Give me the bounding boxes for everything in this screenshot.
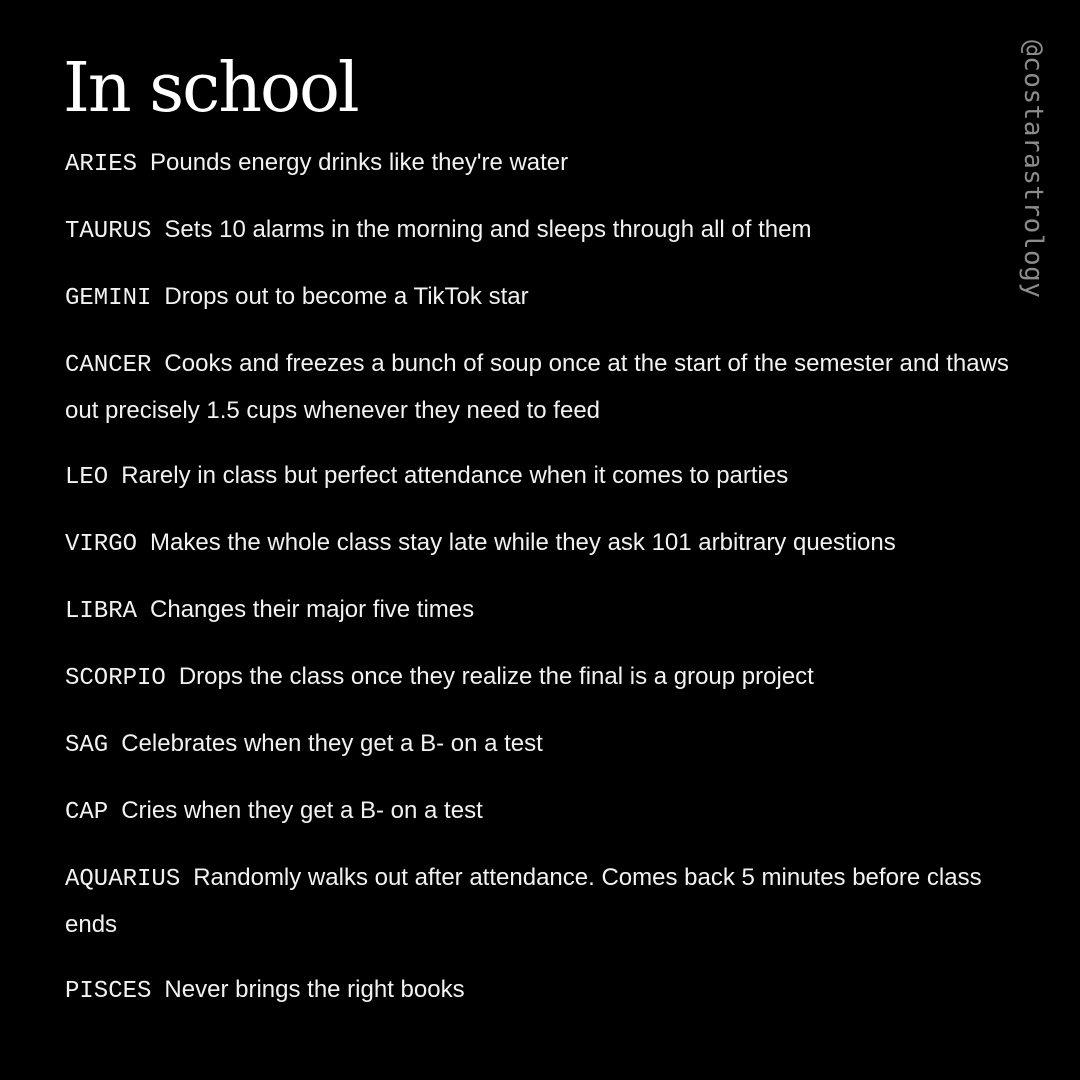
account-handle: @costarastrology <box>1018 40 1048 299</box>
sign-label: PISCES <box>65 978 152 1005</box>
entry-text: Cooks and freezes a bunch of soup once at the start of the semester and thaws out precisely 1.5 cups whenever they need to feed <box>65 350 1009 424</box>
list-item-gemini <box>65 274 1010 321</box>
list-item-aries <box>65 140 1010 187</box>
entry-text: Celebrates when they get a B- on a test <box>121 730 543 757</box>
sign-label: LEO <box>65 464 109 491</box>
list-item-sag <box>65 721 1010 768</box>
entry-text: Never brings the right books <box>164 976 465 1003</box>
list-item-scorpio <box>65 654 1010 701</box>
sign-label: SCORPIO <box>65 665 166 692</box>
sign-label: GEMINI <box>65 285 152 312</box>
list-item-pisces <box>65 967 1010 1014</box>
entry-text: Pounds energy drinks like they're water <box>150 149 569 176</box>
entry-text: Cries when they get a B- on a test <box>121 797 483 824</box>
entry-text: Changes their major five times <box>150 596 475 623</box>
list-item-leo <box>65 453 1010 500</box>
page-title: In school <box>63 49 358 128</box>
horoscope-list <box>65 140 1010 1034</box>
entry-text: Rarely in class but perfect attendance when it comes to parties <box>121 462 789 489</box>
sign-label: CANCER <box>65 352 152 379</box>
sign-label: AQUARIUS <box>65 866 181 893</box>
entry-text: Makes the whole class stay late while they ask 101 arbitrary questions <box>150 529 896 556</box>
list-item-cancer <box>65 341 1010 433</box>
sign-label: LIBRA <box>65 598 138 625</box>
sign-label: CAP <box>65 799 109 826</box>
entry-text: Drops the class once they realize the final is a group project <box>178 663 814 690</box>
list-item-cap <box>65 788 1010 835</box>
entry-text: Sets 10 alarms in the morning and sleeps through all of them <box>164 216 812 243</box>
list-item-virgo <box>65 520 1010 567</box>
list-item-taurus <box>65 207 1010 254</box>
entry-text: Randomly walks out after attendance. Comes back 5 minutes before class ends <box>65 864 982 938</box>
sign-label: SAG <box>65 732 109 759</box>
sign-label: ARIES <box>65 151 138 178</box>
sign-label: VIRGO <box>65 531 138 558</box>
list-item-aquarius <box>65 855 1010 947</box>
list-item-libra <box>65 587 1010 634</box>
entry-text: Drops out to become a TikTok star <box>164 283 529 310</box>
sign-label: TAURUS <box>65 218 152 245</box>
